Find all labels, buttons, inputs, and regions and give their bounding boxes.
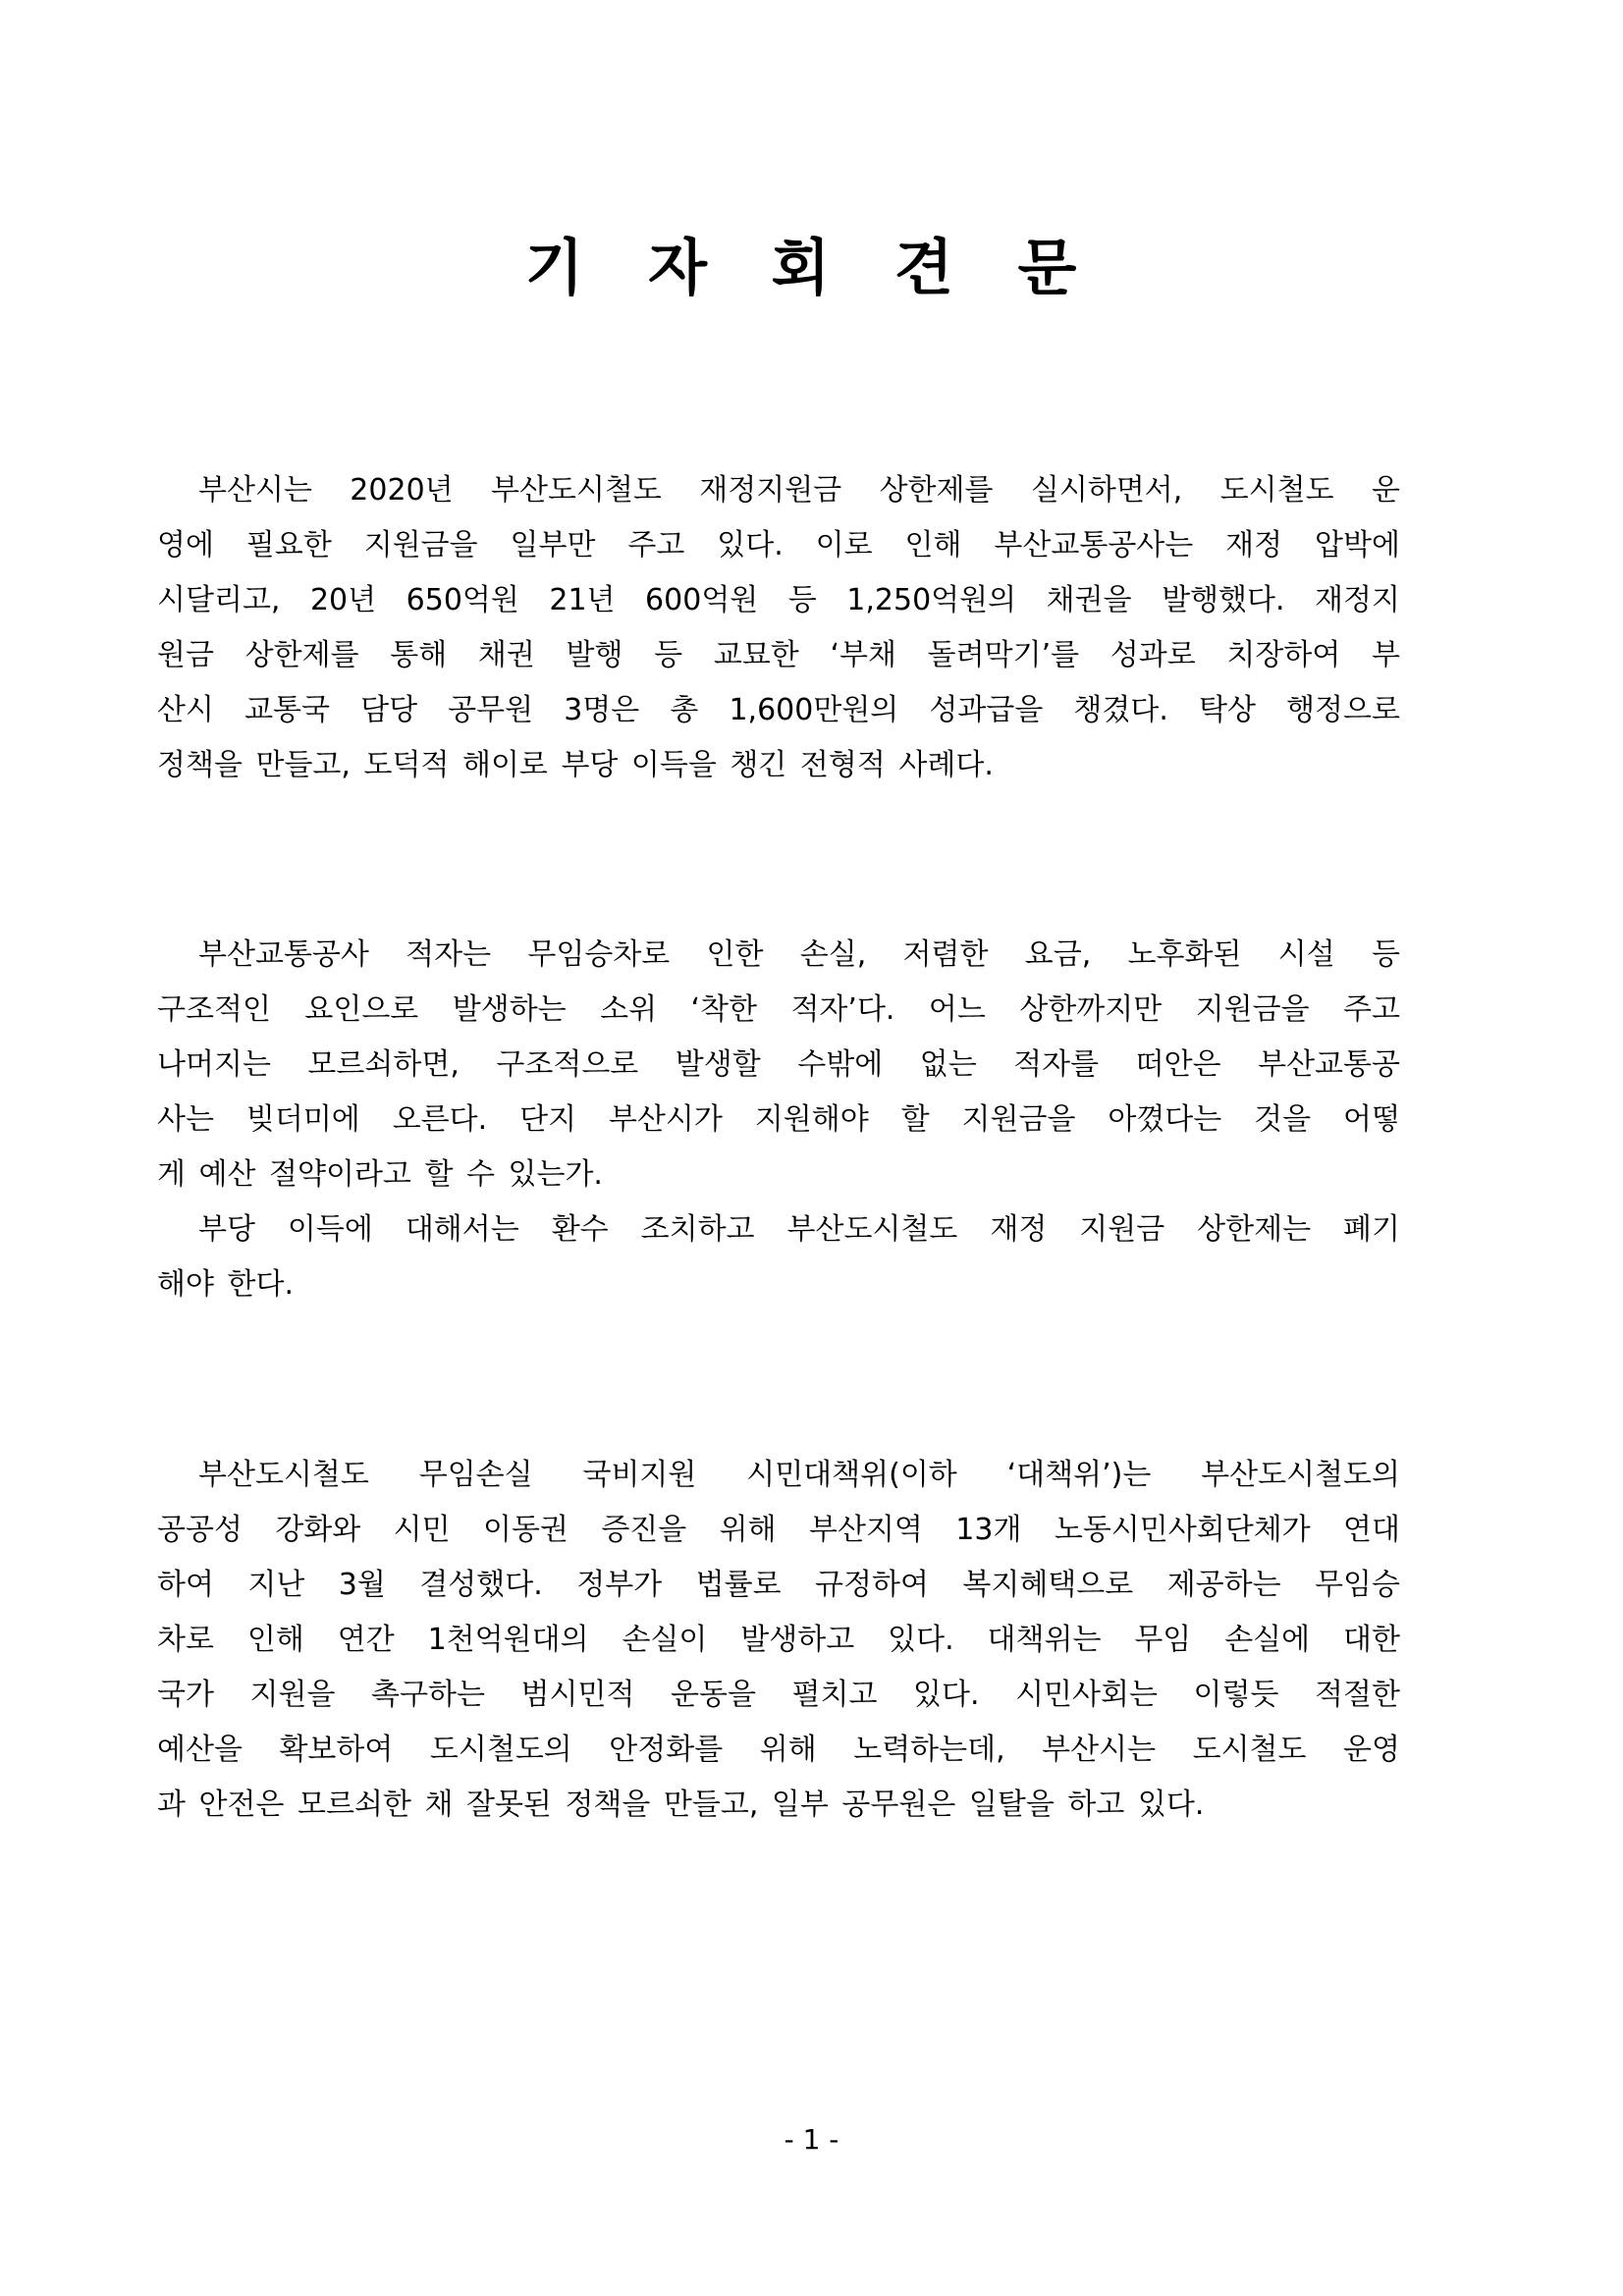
paragraph-line: 하여 지난 3월 결성했다. 정부가 법률로 규정하여 복지혜택으로 제공하는 무임승: [157, 1568, 1400, 1602]
paragraph-line: 구조적인 요인으로 발생하는 소위 ‘착한 적자’다. 어느 상한까지만 지원금을 주고: [157, 992, 1400, 1027]
paragraph-line: 부산시는 2020년 부산도시철도 재정지원금 상한제를 실시하면서, 도시철도 운: [198, 473, 1400, 507]
paragraph-line: 차로 인해 연간 1천억원대의 손실이 발생하고 있다. 대책위는 무임 손실에 대한: [157, 1623, 1400, 1657]
paragraph-line: 공공성 강화와 시민 이동권 증진을 위해 부산지역 13개 노동시민사회단체가 연대: [157, 1513, 1400, 1547]
paragraph-line: 사는 빚더미에 오른다. 단지 부산시가 지원해야 할 지원금을 아꼈다는 것을 어떻: [157, 1102, 1400, 1137]
paragraph-line: 시달리고, 20년 650억원 21년 600억원 등 1,250억원의 채권을 발행했다. 재정지: [157, 583, 1400, 617]
paragraph-line: 영에 필요한 지원금을 일부만 주고 있다. 이로 인해 부산교통공사는 재정 압박에: [157, 528, 1400, 562]
paragraph-line: 국가 지원을 촉구하는 범시민적 운동을 펼치고 있다. 시민사회는 이렇듯 적절한: [157, 1678, 1400, 1712]
paragraph-line: 산시 교통국 담당 공무원 3명은 총 1,600만원의 성과급을 챙겼다. 탁상 행정으로: [157, 693, 1400, 727]
paragraph-line: 게 예산 절약이라고 할 수 있는가.: [157, 1157, 603, 1192]
page-title: 기 자 회 견 문: [524, 232, 1099, 303]
paragraph-1: [157, 463, 1400, 793]
paragraph-line: 과 안전은 모르쇠한 채 잘못된 정책을 만들고, 일부 공무원은 일탈을 하고 있다.: [157, 1788, 1205, 1822]
paragraph-line: 해야 한다.: [157, 1267, 294, 1302]
paragraph-2: [157, 928, 1400, 1202]
paragraph-line: 부당 이득에 대해서는 환수 조치하고 부산도시철도 재정 지원금 상한제는 폐기: [198, 1212, 1400, 1247]
paragraph-line: 정책을 만들고, 도덕적 해이로 부당 이득을 챙긴 전형적 사례다.: [157, 748, 994, 782]
paragraph-line: 나머지는 모르쇠하면, 구조적으로 발생할 수밖에 없는 적자를 떠안은 부산교통공: [157, 1047, 1400, 1082]
paragraph-line: 원금 상한제를 통해 채권 발행 등 교묘한 ‘부채 돌려막기’를 성과로 치장하여 부: [157, 638, 1400, 672]
paragraph-line: 부산도시철도 무임손실 국비지원 시민대책위(이하 ‘대책위’)는 부산도시철도의: [198, 1458, 1400, 1492]
paragraph-3: [157, 1202, 1400, 1312]
page-number: - 1 -: [784, 2123, 839, 2156]
paragraph-line: 예산을 확보하여 도시철도의 안정화를 위해 노력하는데, 부산시는 도시철도 운영: [157, 1733, 1400, 1767]
paragraph-4: [157, 1448, 1400, 1833]
paragraph-line: 부산교통공사 적자는 무임승차로 인한 손실, 저렴한 요금, 노후화된 시설 등: [198, 937, 1400, 972]
